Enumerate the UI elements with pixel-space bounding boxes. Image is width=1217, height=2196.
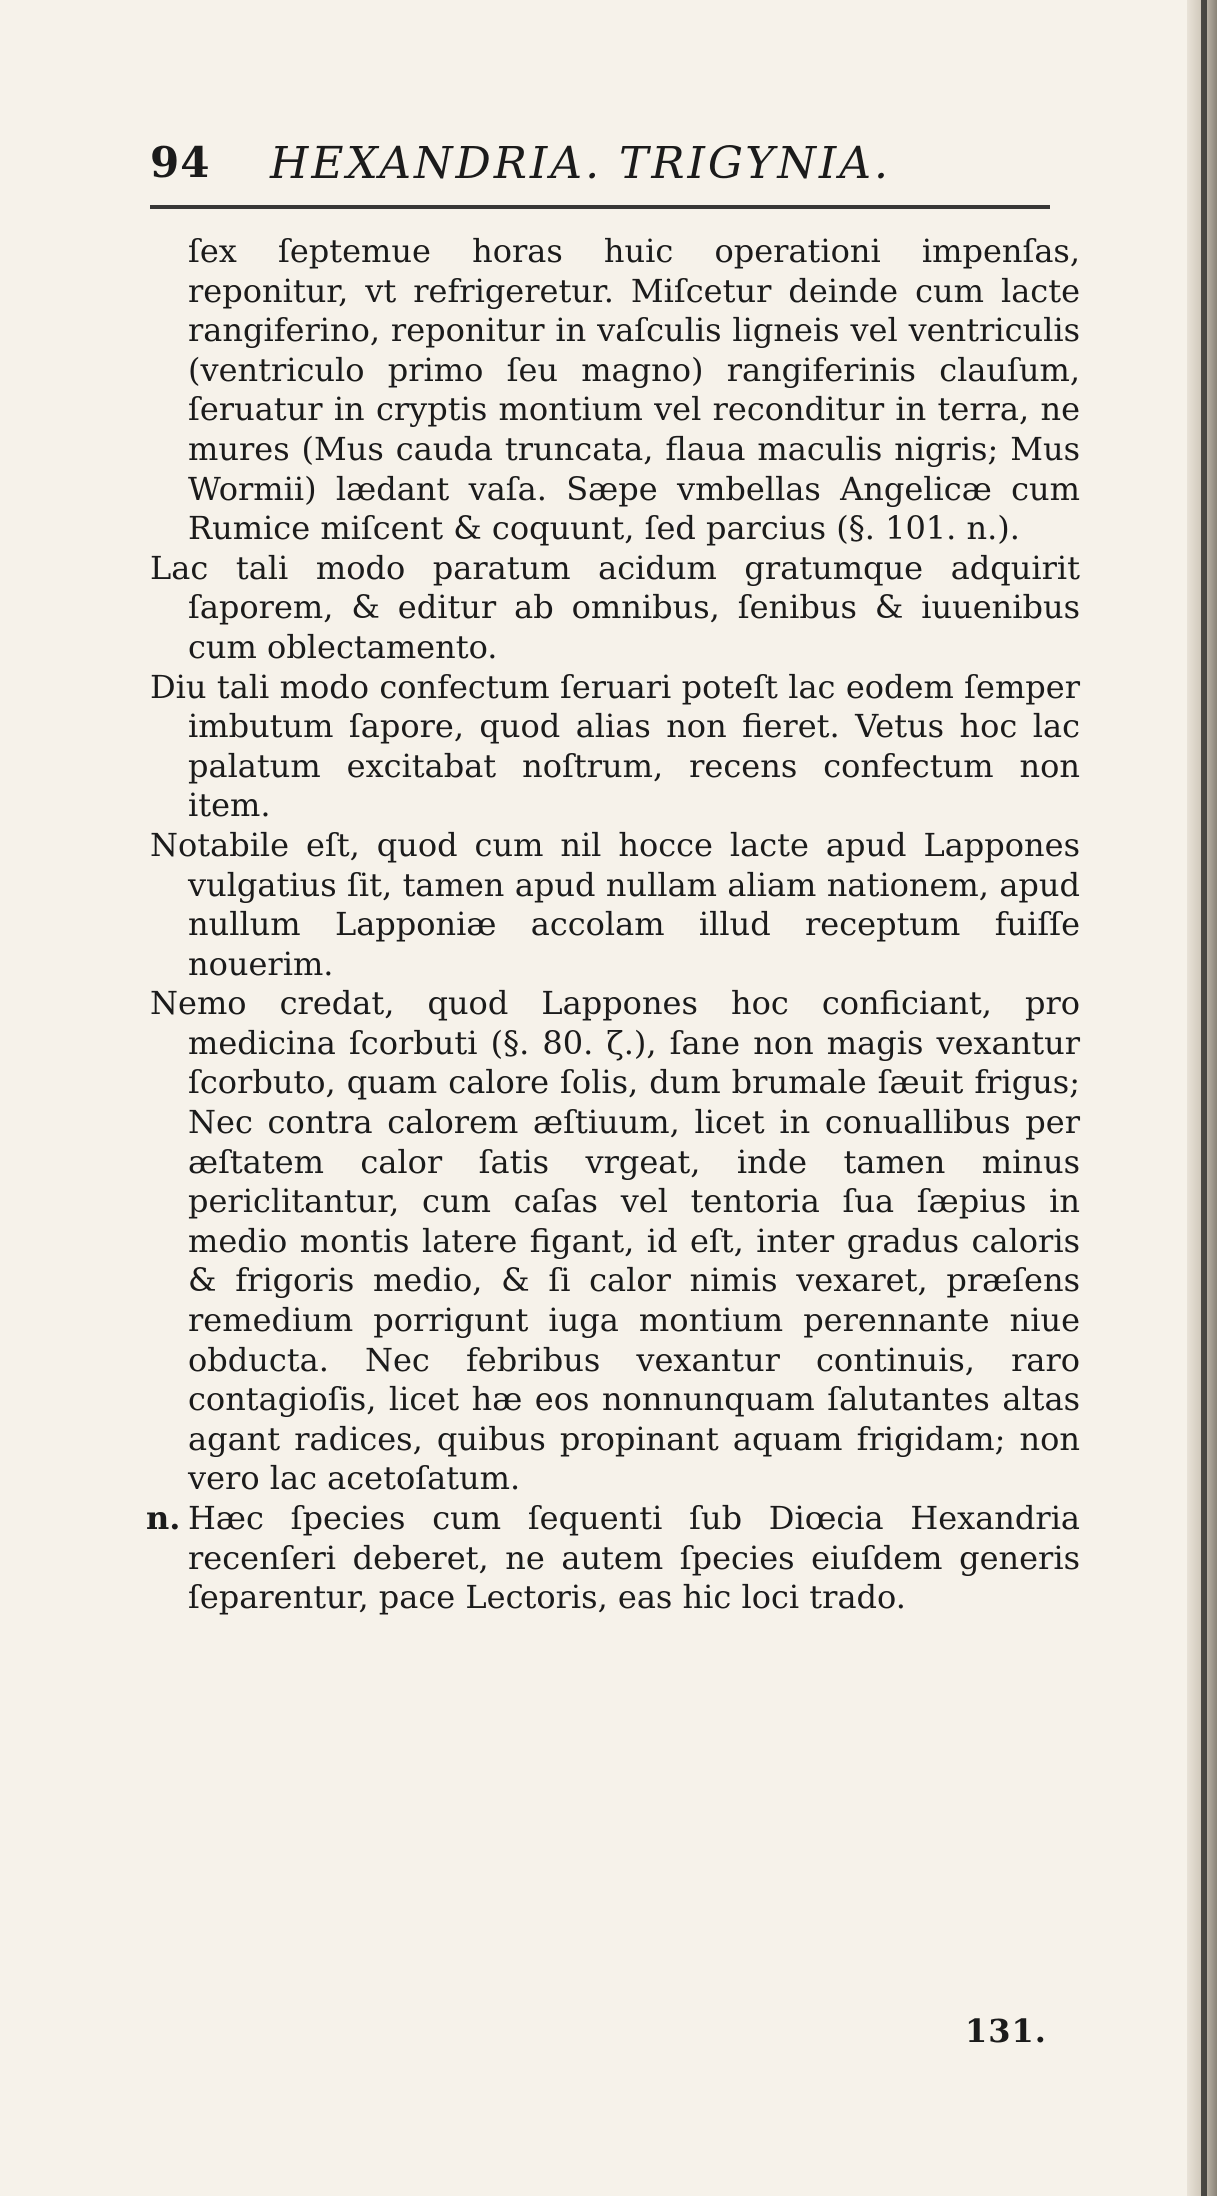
running-title: HEXANDRIA. TRIGYNIA. — [270, 138, 891, 189]
paragraph: Notabile eſt, quod cum nil hocce lacte apud Lappones vulgatius ſit, tamen apud nullam aliam nationem, apud nullum Lapponiæ accolam illud receptum fuiſſe nouerim. — [150, 825, 1080, 983]
paragraph-continuation: ſex ſeptemue horas huic operationi impenſas, reponitur, vt refrigeretur. Miſcetur deinde cum lacte rangiferino, reponitur in vaſculis ligneis vel ventriculis (ventriculo primo ſeu magno) rangiferinis clauſum, ſeruatur in cryptis montium vel reconditur in terra, ne mures (Mus cauda truncata, flaua maculis nigris; Mus Wormii) lædant vaſa. Sæpe vmbellas Angelicæ cum Rumice miſcent & coquunt, ſed parcius (§. 101. n.). — [188, 232, 1080, 548]
paragraph: Nemo credat, quod Lappones hoc conficiant, pro medicina ſcorbuti (§. 80. ζ.), ſane non magis vexantur ſcorbuto, quam calore ſolis, dum brumale ſæuit frigus; Nec contra calorem æſtiuum, licet in conuallibus per æſtatem calor ſatis vrgeat, inde tamen minus periclitantur, cum caſas vel tentoria ſua ſæpius in medio montis latere figant, id eſt, inter gradus caloris & frigoris medio, & ſi calor nimis vexaret, præſens remedium porrigunt iuga montium perennante niue obducta. Nec febribus vexantur continuis, raro contagioſis, licet hæ eos nonnunquam ſalutantes altas agant radices, quibus propinant aquam frigidam; non vero lac acetoſatum. — [150, 984, 1080, 1498]
paragraph: Lac tali modo paratum acidum gratumque adquirit ſaporem, & editur ab omnibus, ſenibus & iuuenibus cum oblectamento. — [150, 548, 1080, 666]
page-header — [150, 128, 1080, 198]
footnote-mark: n. — [146, 1499, 181, 1537]
page-body — [146, 232, 1080, 1618]
page-edge — [1187, 0, 1217, 2196]
page-number: 94 — [150, 138, 211, 187]
footnote-text: Hæc ſpecies cum ſequenti ſub Diœcia Hexandria recenſeri deberet, ne autem ſpecies eiuſdem generis ſeparentur, pace Lectoris, eas hic loci trado. — [188, 1499, 1080, 1617]
catchword: 131. — [965, 2012, 1047, 2050]
paragraph: Diu tali modo confectum ſeruari poteſt lac eodem ſemper imbutum ſapore, quod alias non fieret. Vetus hoc lac palatum excitabat noſtrum, recens confectum non item. — [150, 667, 1080, 825]
footnote — [146, 1499, 1080, 1618]
header-rule — [150, 205, 1050, 209]
